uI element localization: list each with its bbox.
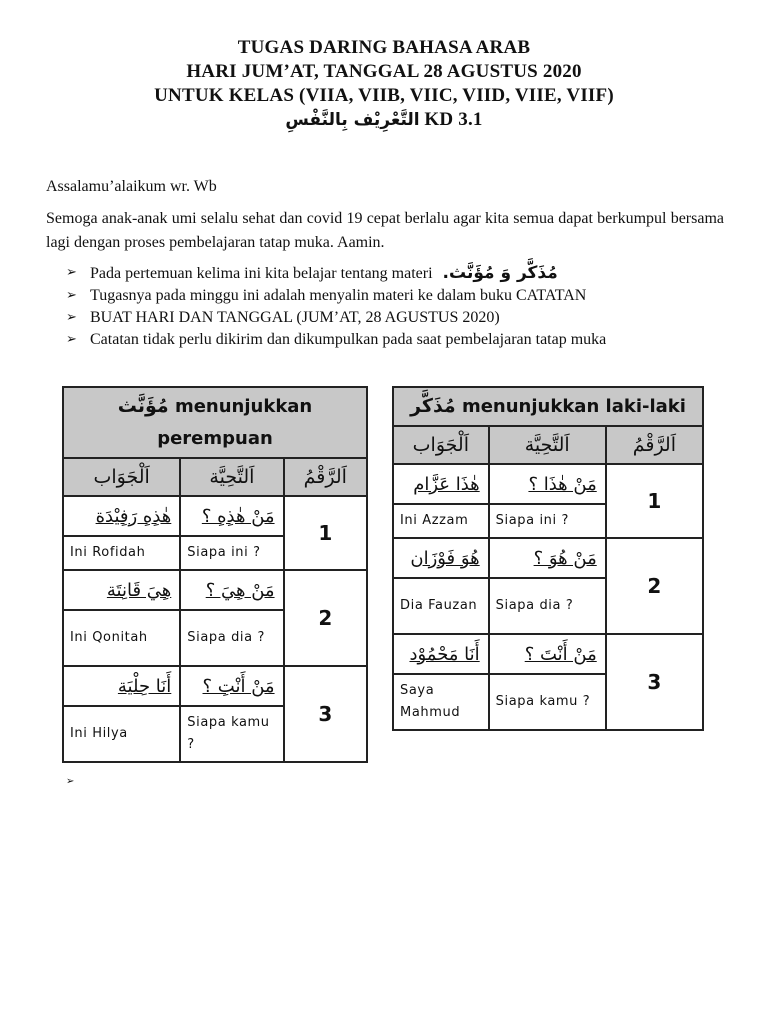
column-header-number: اَلرَّقْمُ	[606, 426, 703, 464]
table-row: Dia Fauzan Siapa dia ?	[393, 578, 703, 634]
header-line-3: UNTUK KELAS (VIIA, VIIB, VIIC, VIID, VIIE, VIIF)	[154, 85, 614, 106]
header-line-2: HARI JUM’AT, TANGGAL 28 AGUSTUS 2020	[186, 61, 582, 82]
column-header-number: اَلرَّقْمُ	[284, 458, 367, 496]
document-header	[0, 36, 768, 132]
mudzakkar-title: مُذَكَّر menunjukkan laki-laki	[393, 387, 703, 426]
table-row: هِيَ قَانِتَة مَنْ هِيَ ؟ 2	[63, 570, 367, 610]
list-item: ➢ Pada pertemuan kelima ini kita belajar tentang materi مُذَكَّر وَ مُؤَنَّث.	[66, 263, 558, 283]
list-item: ➢ Catatan tidak perlu dikirim dan dikumpulkan pada saat pembelajaran tatap muka	[66, 329, 724, 351]
column-header-answer: اَلْجَوَاب	[393, 426, 489, 464]
trailing-arrow-bullet-icon: ➢	[66, 776, 75, 787]
intro-paragraph: Semoga anak-anak umi selalu sehat dan covid 19 cepat berlalu agar kita semua dapat berkumpul bersama lagi dengan proses pembelajaran tatap muka. Aamin.	[46, 210, 724, 251]
header-line-1: TUGAS DARING BAHASA ARAB	[237, 37, 531, 58]
header-kd-code: KD 3.1	[424, 109, 483, 130]
mudzakkar-table	[392, 386, 704, 731]
table-row: Ini Rofidah Siapa ini ?	[63, 536, 367, 570]
muannats-title: مُؤَنَّث menunjukkan perempuan	[63, 387, 367, 458]
table-row: أَنَا مَحْمُوْد مَنْ أَنْتَ ؟ 3	[393, 634, 703, 674]
list-item: ➢ BUAT HARI DAN TANGGAL (JUM’AT, 28 AGUSTUS 2020)	[66, 307, 724, 329]
table-row: أَنَا حِلْيَة مَنْ أَنْتِ ؟ 3	[63, 666, 367, 706]
table-row: هُوَ فَوْزَان مَنْ هُوَ ؟ 2	[393, 538, 703, 578]
arrow-bullet-icon: ➢	[66, 288, 77, 303]
column-header-greeting: اَلتَّحِيَّة	[489, 426, 606, 464]
arrow-bullet-icon: ➢	[66, 332, 77, 347]
arrow-bullet-icon: ➢	[66, 310, 77, 325]
table-row: هٰذَا عَزَّام مَنْ هٰذَا ؟ 1	[393, 464, 703, 504]
material-arabic: مُذَكَّر وَ مُؤَنَّث.	[442, 263, 558, 283]
table-row: Saya Mahmud Siapa kamu ?	[393, 674, 703, 730]
header-line-4	[0, 108, 768, 132]
table-row: Ini Hilya Siapa kamu ?	[63, 706, 367, 762]
list-item: ➢ Tugasnya pada minggu ini adalah menyalin materi ke dalam buku CATATAN	[66, 285, 724, 307]
table-row: Ini Azzam Siapa ini ?	[393, 504, 703, 538]
arrow-bullet-icon: ➢	[66, 265, 77, 280]
instruction-list	[66, 262, 724, 351]
greeting: Assalamu’alaikum wr. Wb	[46, 178, 217, 195]
column-header-greeting: اَلتَّحِيَّة	[180, 458, 283, 496]
muannats-table	[62, 386, 368, 763]
header-topic-arabic: التَّعْرِيْف بِالنَّفْسِ	[285, 110, 420, 130]
table-row: Ini Qonitah Siapa dia ?	[63, 610, 367, 666]
table-row: هٰذِهِ رَفِيْدَة مَنْ هٰذِهِ ؟ 1	[63, 496, 367, 536]
column-header-answer: اَلْجَوَاب	[63, 458, 180, 496]
